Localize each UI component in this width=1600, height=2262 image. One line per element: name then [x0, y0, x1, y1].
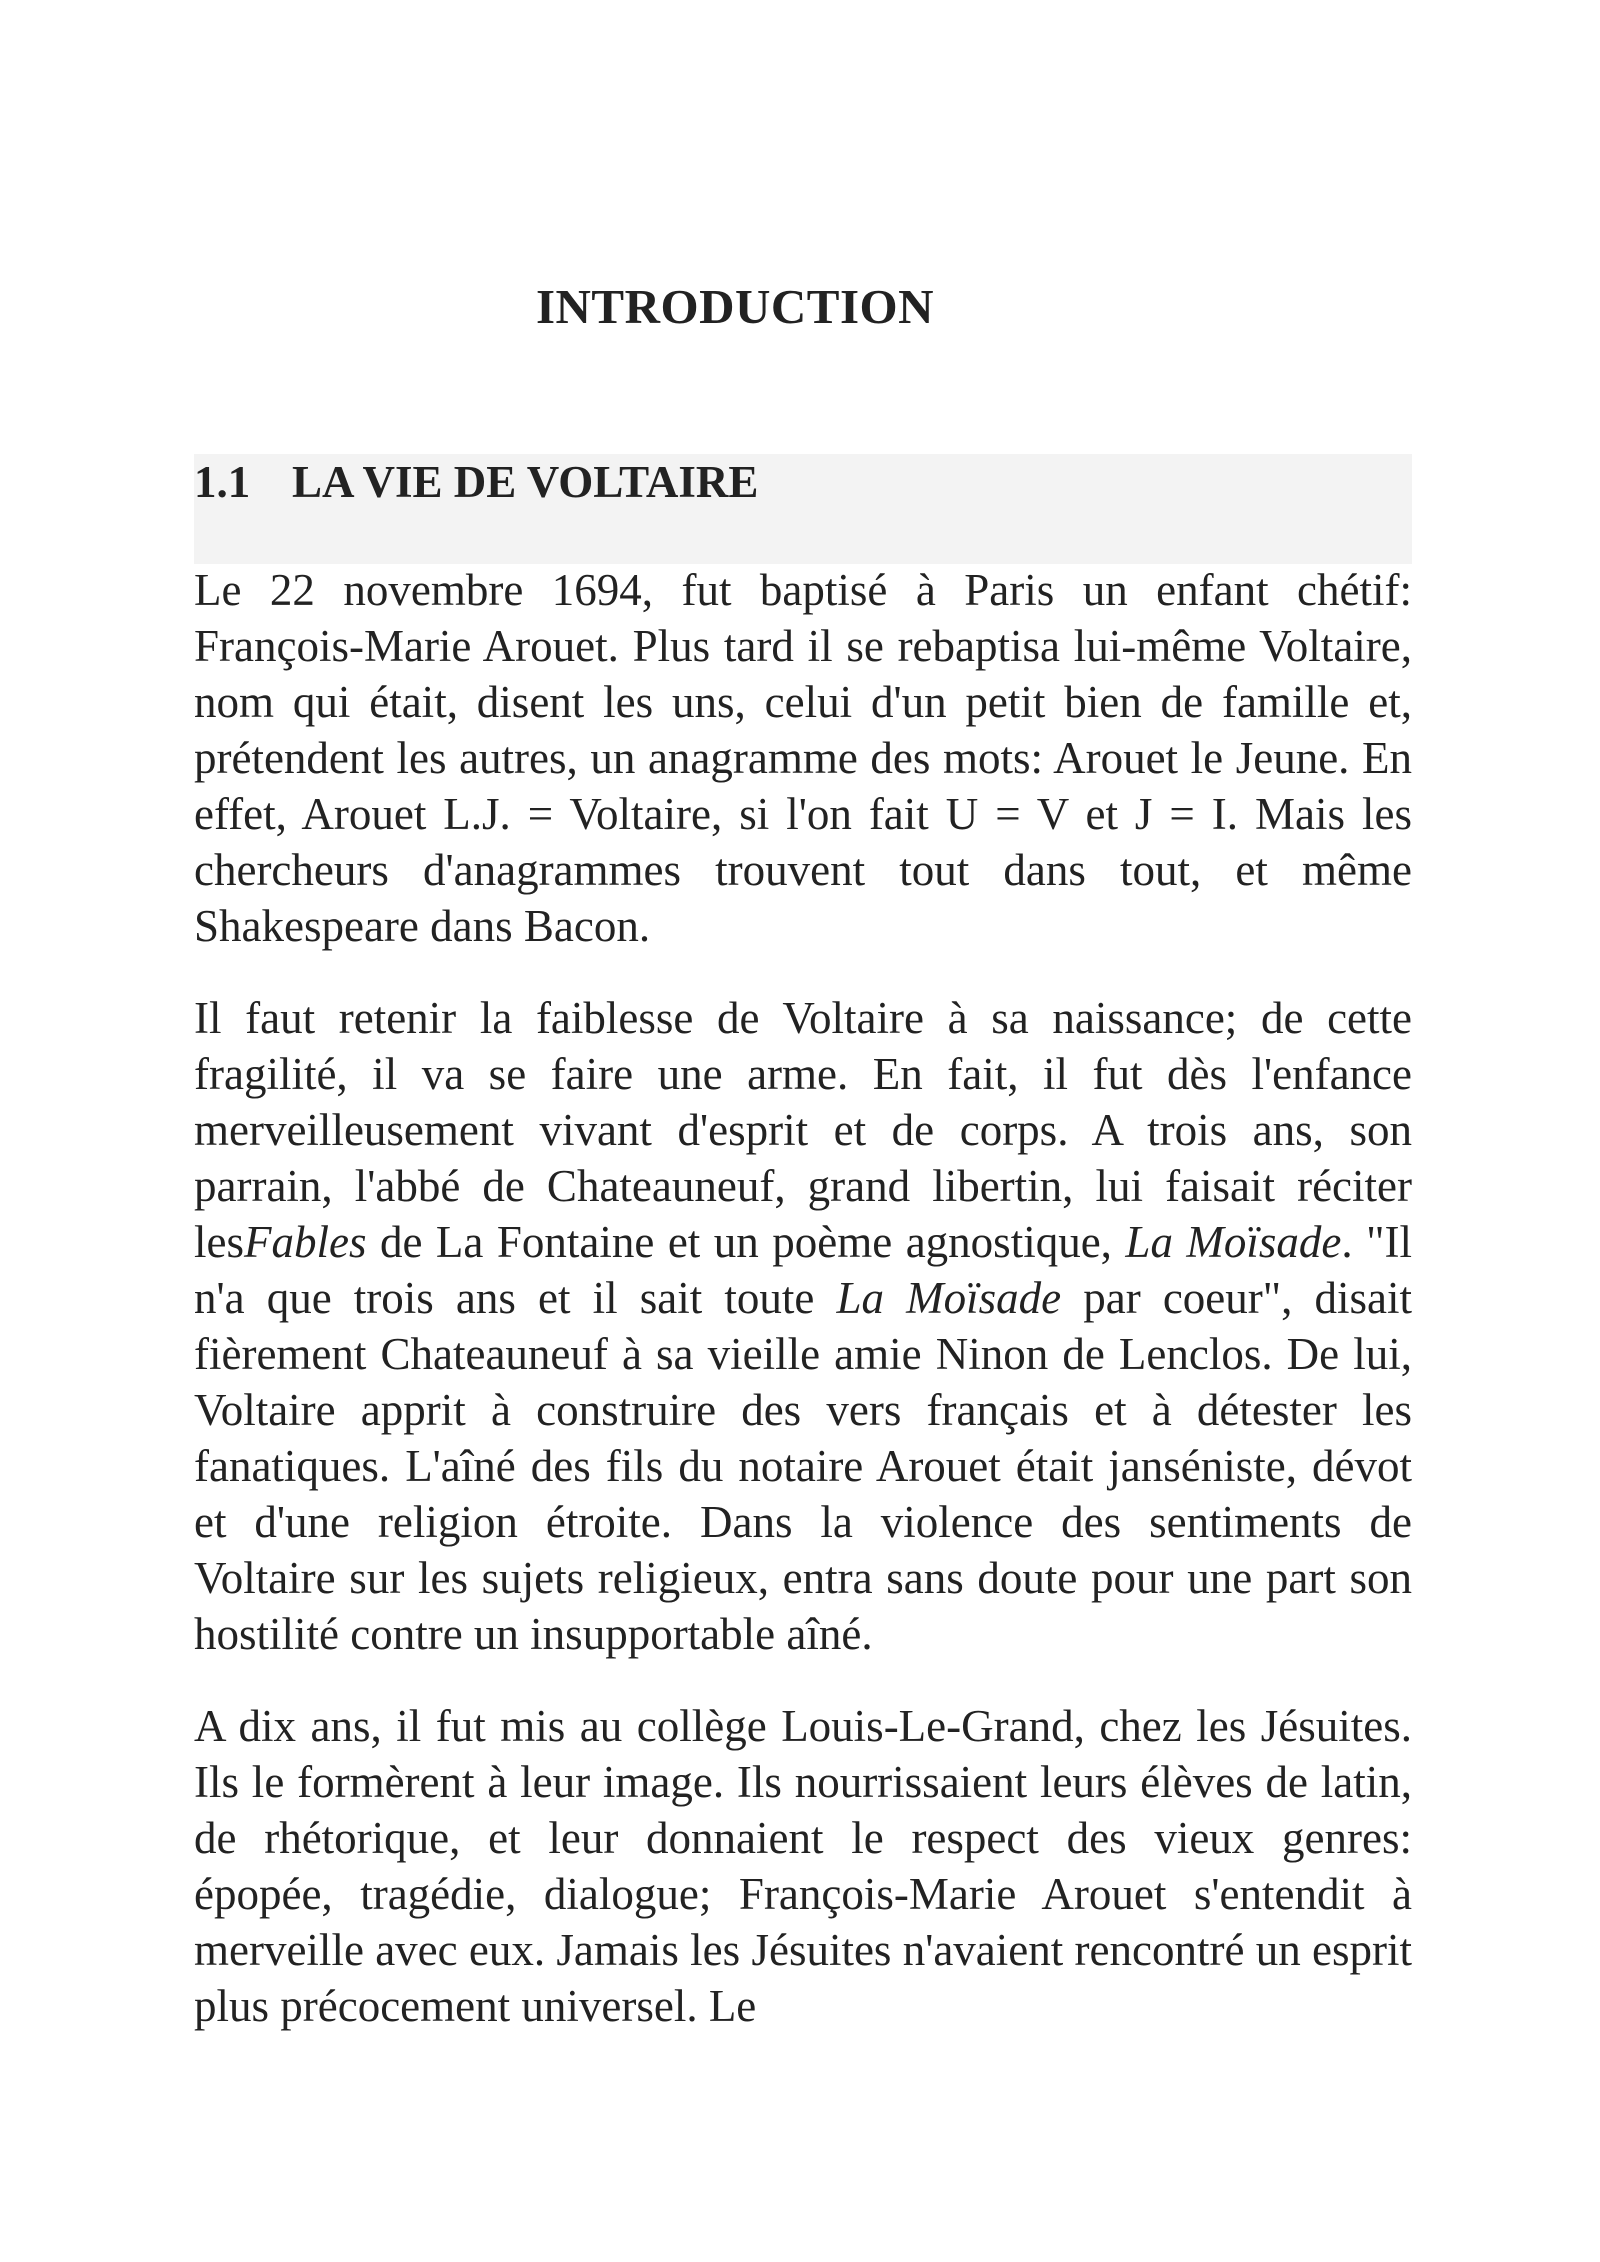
- paragraph-2: [194, 990, 1412, 1662]
- paragraph-2-italic-fables: Fables: [244, 1217, 367, 1267]
- paragraph-2-text-1: Il faut retenir la faiblesse de Voltaire à sa naissance; de cette fragilité, il va se faire une arme. En fait, il fut dès l'enfance merveilleusement vivant d'esprit et de corps. A trois ans, son parrain, l'abbé de Chateauneuf, grand libertin, lui faisait réciter les: [194, 993, 1412, 1267]
- body-text: [194, 562, 1412, 2034]
- paragraph-2-text-2: de La Fontaine et un poème agnostique,: [366, 1217, 1126, 1267]
- section-heading: [194, 458, 758, 508]
- section-number: 1.1: [194, 457, 251, 507]
- paragraph-2-italic-moisade-2: La Moïsade: [836, 1273, 1062, 1323]
- paragraph-2-italic-moisade-1: La Moïsade: [1125, 1217, 1342, 1267]
- paragraph-2-text-3: . "Il n'a que trois ans et il sait toute: [194, 1217, 1412, 1323]
- section-title: LA VIE DE VOLTAIRE: [292, 457, 759, 507]
- paragraph-1: Le 22 novembre 1694, fut baptisé à Paris un enfant chétif: François-Marie Arouet. Plus tard il se rebaptisa lui-même Voltaire, nom qui était, disent les uns, celui d'un petit bien de famille et, prétendent les autres, un anagramme des mots: Arouet le Jeune. En effet, Arouet L.J. = Voltaire, si l'on fait U = V et J = I. Mais les chercheurs d'anagrammes trouvent tout dans tout, et même Shakespeare dans Bacon.: [194, 565, 1412, 951]
- page-title: INTRODUCTION: [535, 279, 935, 334]
- paragraph-3: A dix ans, il fut mis au collège Louis-Le-Grand, chez les Jésuites. Ils le formèrent à leur image. Ils nourrissaient leurs élèves de latin, de rhétorique, et leur donnaient le respect des vieux genres: épopée, tragédie, dialogue; François-Marie Arouet s'entendit à merveille avec eux. Jamais les Jésuites n'avaient rencontré un esprit plus précocement universel. Le: [194, 1701, 1412, 2031]
- paragraph-2-text-4: par coeur", disait fièrement Chateauneuf à sa vieille amie Ninon de Lenclos. De lui, Voltaire apprit à construire des vers français et à détester les fanatiques. L'aîné des fils du notaire Arouet était janséniste, dévot et d'une religion étroite. Dans la violence des sentiments de Voltaire sur les sujets religieux, entra sans doute pour une part son hostilité contre un insupportable aîné.: [194, 1273, 1412, 1659]
